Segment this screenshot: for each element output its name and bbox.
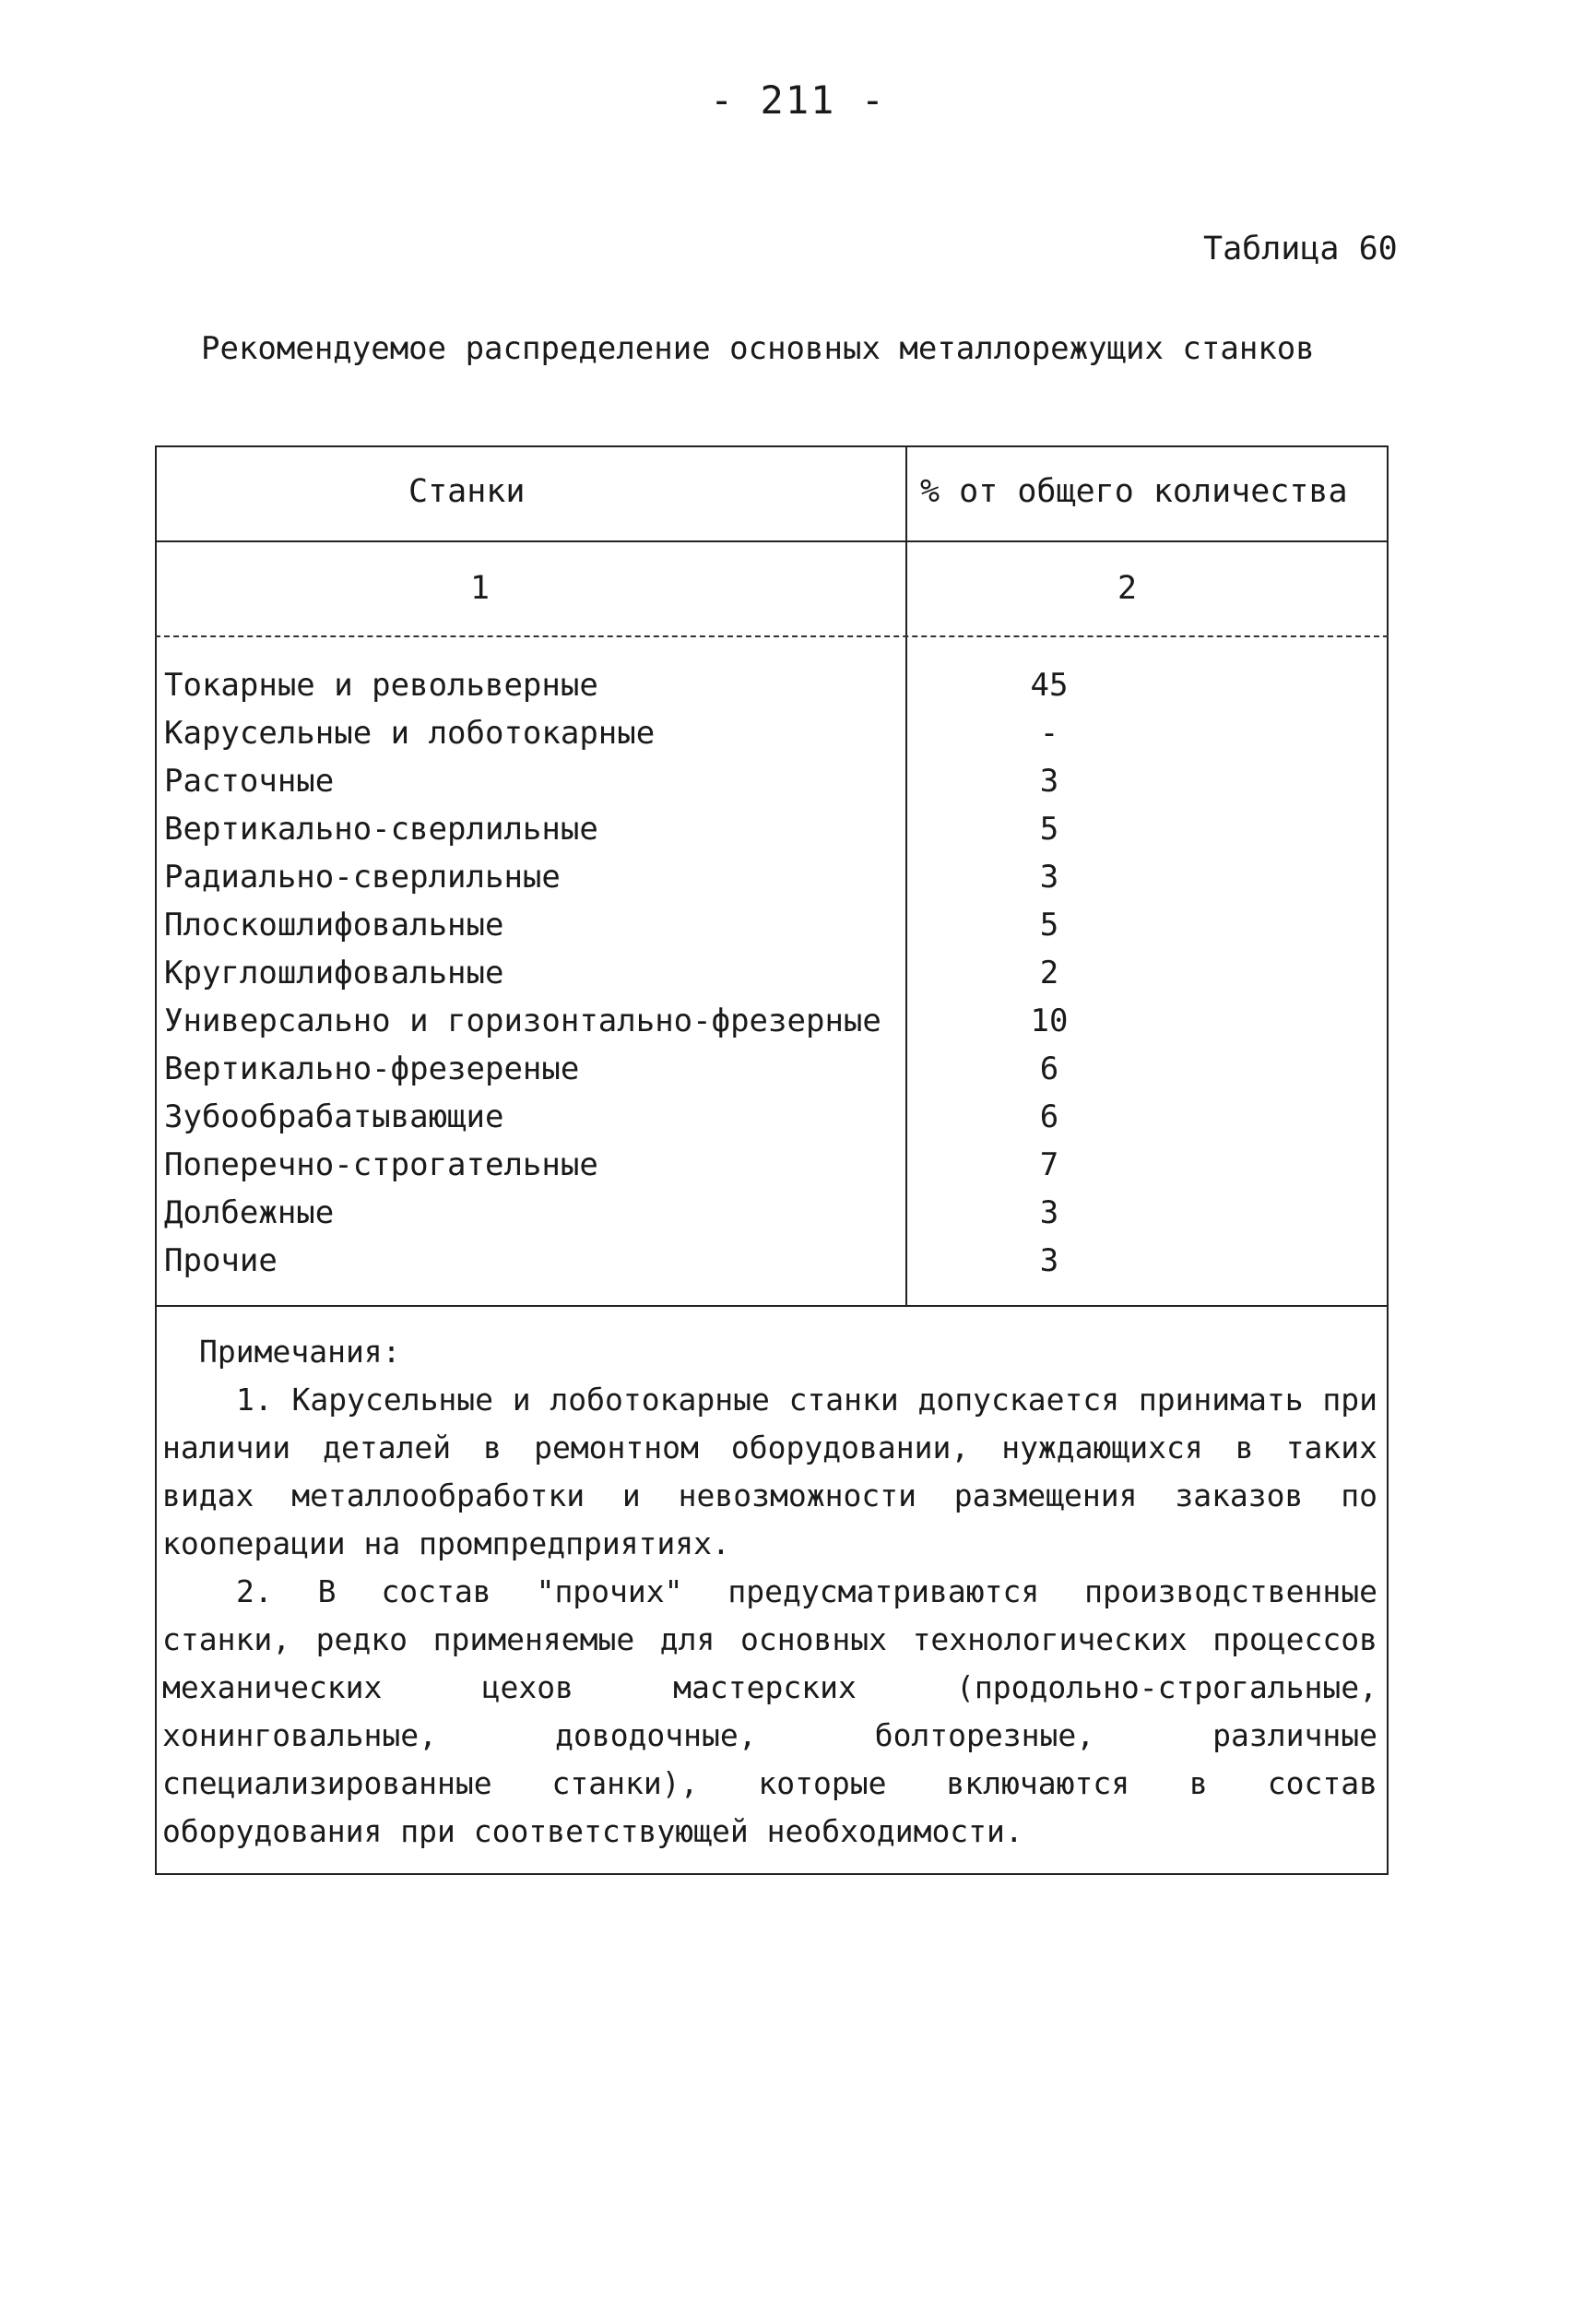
machine-percent: 3	[1039, 859, 1059, 896]
machine-name: Зубообрабатывающие	[164, 1098, 504, 1135]
machine-percent: 5	[1039, 907, 1059, 943]
machine-percent: -	[1039, 715, 1059, 752]
table-row	[155, 1093, 1389, 1141]
column-number-2: 2	[1117, 570, 1138, 607]
machine-name: Круглошлифовальные	[164, 955, 504, 991]
machine-name: Расточные	[164, 763, 335, 800]
table-bottom-border	[155, 1873, 1389, 1875]
machine-percent: 5	[1039, 811, 1059, 848]
machine-percent: 3	[1039, 1242, 1059, 1279]
machine-percent: 6	[1039, 1098, 1059, 1135]
machine-name: Поперечно-строгательные	[164, 1146, 598, 1183]
table-label: Таблица 60	[1203, 231, 1398, 267]
machine-name: Универсально и горизонтально-фрезерные	[164, 1003, 881, 1039]
table-row	[155, 757, 1389, 805]
machine-name: Токарные и револьверные	[164, 667, 598, 704]
table-row	[155, 997, 1389, 1045]
header-percent: % от общего количества	[920, 473, 1348, 510]
table-row	[155, 709, 1389, 757]
machine-name: Вертикально-сверлильные	[164, 811, 598, 848]
table-row	[155, 661, 1389, 709]
column-number-separator	[155, 635, 1389, 637]
header-separator	[155, 540, 1389, 542]
machine-percent: 2	[1039, 955, 1059, 991]
machine-percent: 45	[1030, 667, 1069, 704]
note-item: 1. Карусельные и лоботокарные станки допускается принимать при наличии деталей в ремонтном оборудовании, нуждающихся в таких видах металлообработки и невозможности размещения заказов по кооперации на промпредприятиях.	[162, 1382, 1377, 1561]
page-number: - 211 -	[709, 77, 886, 123]
table-row	[155, 853, 1389, 901]
note-item: 2. В состав "прочих" предусматриваются производственные станки, редко применяемые для основных технологических процессов механических цехов мастерских (продольно-строгальные, хонинговальные, доводочные, болторезные, различные специализированные станки), которые включаются в состав оборудования при соответствующей необходимости.	[162, 1573, 1377, 1849]
table-row	[155, 1045, 1389, 1093]
machine-name: Радиально-сверлильные	[164, 859, 561, 896]
table-row	[155, 1141, 1389, 1189]
machine-name: Прочие	[164, 1242, 278, 1279]
machine-percent: 6	[1039, 1050, 1059, 1087]
machine-name: Плоскошлифовальные	[164, 907, 504, 943]
machine-percent: 3	[1039, 763, 1059, 800]
table-top-border	[155, 445, 1389, 447]
table-caption: Рекомендуемое распределение основных металлорежущих станков	[201, 330, 1315, 367]
machine-percent: 7	[1039, 1146, 1059, 1183]
notes-title: Примечания:	[199, 1334, 401, 1370]
table-row	[155, 1189, 1389, 1237]
machine-name: Долбежные	[164, 1194, 335, 1231]
machine-percent: 10	[1030, 1003, 1069, 1039]
machine-percent: 3	[1039, 1194, 1059, 1231]
column-number-1: 1	[470, 570, 491, 607]
table-row	[155, 901, 1389, 949]
machine-name: Вертикально-фрезереные	[164, 1050, 580, 1087]
table-notes	[162, 1328, 1377, 1856]
table-row	[155, 949, 1389, 997]
table-row	[155, 805, 1389, 853]
table-row	[155, 1237, 1389, 1285]
data-end-separator	[155, 1305, 1389, 1307]
machine-name: Карусельные и лоботокарные	[164, 715, 656, 752]
header-machines: Станки	[408, 473, 526, 510]
